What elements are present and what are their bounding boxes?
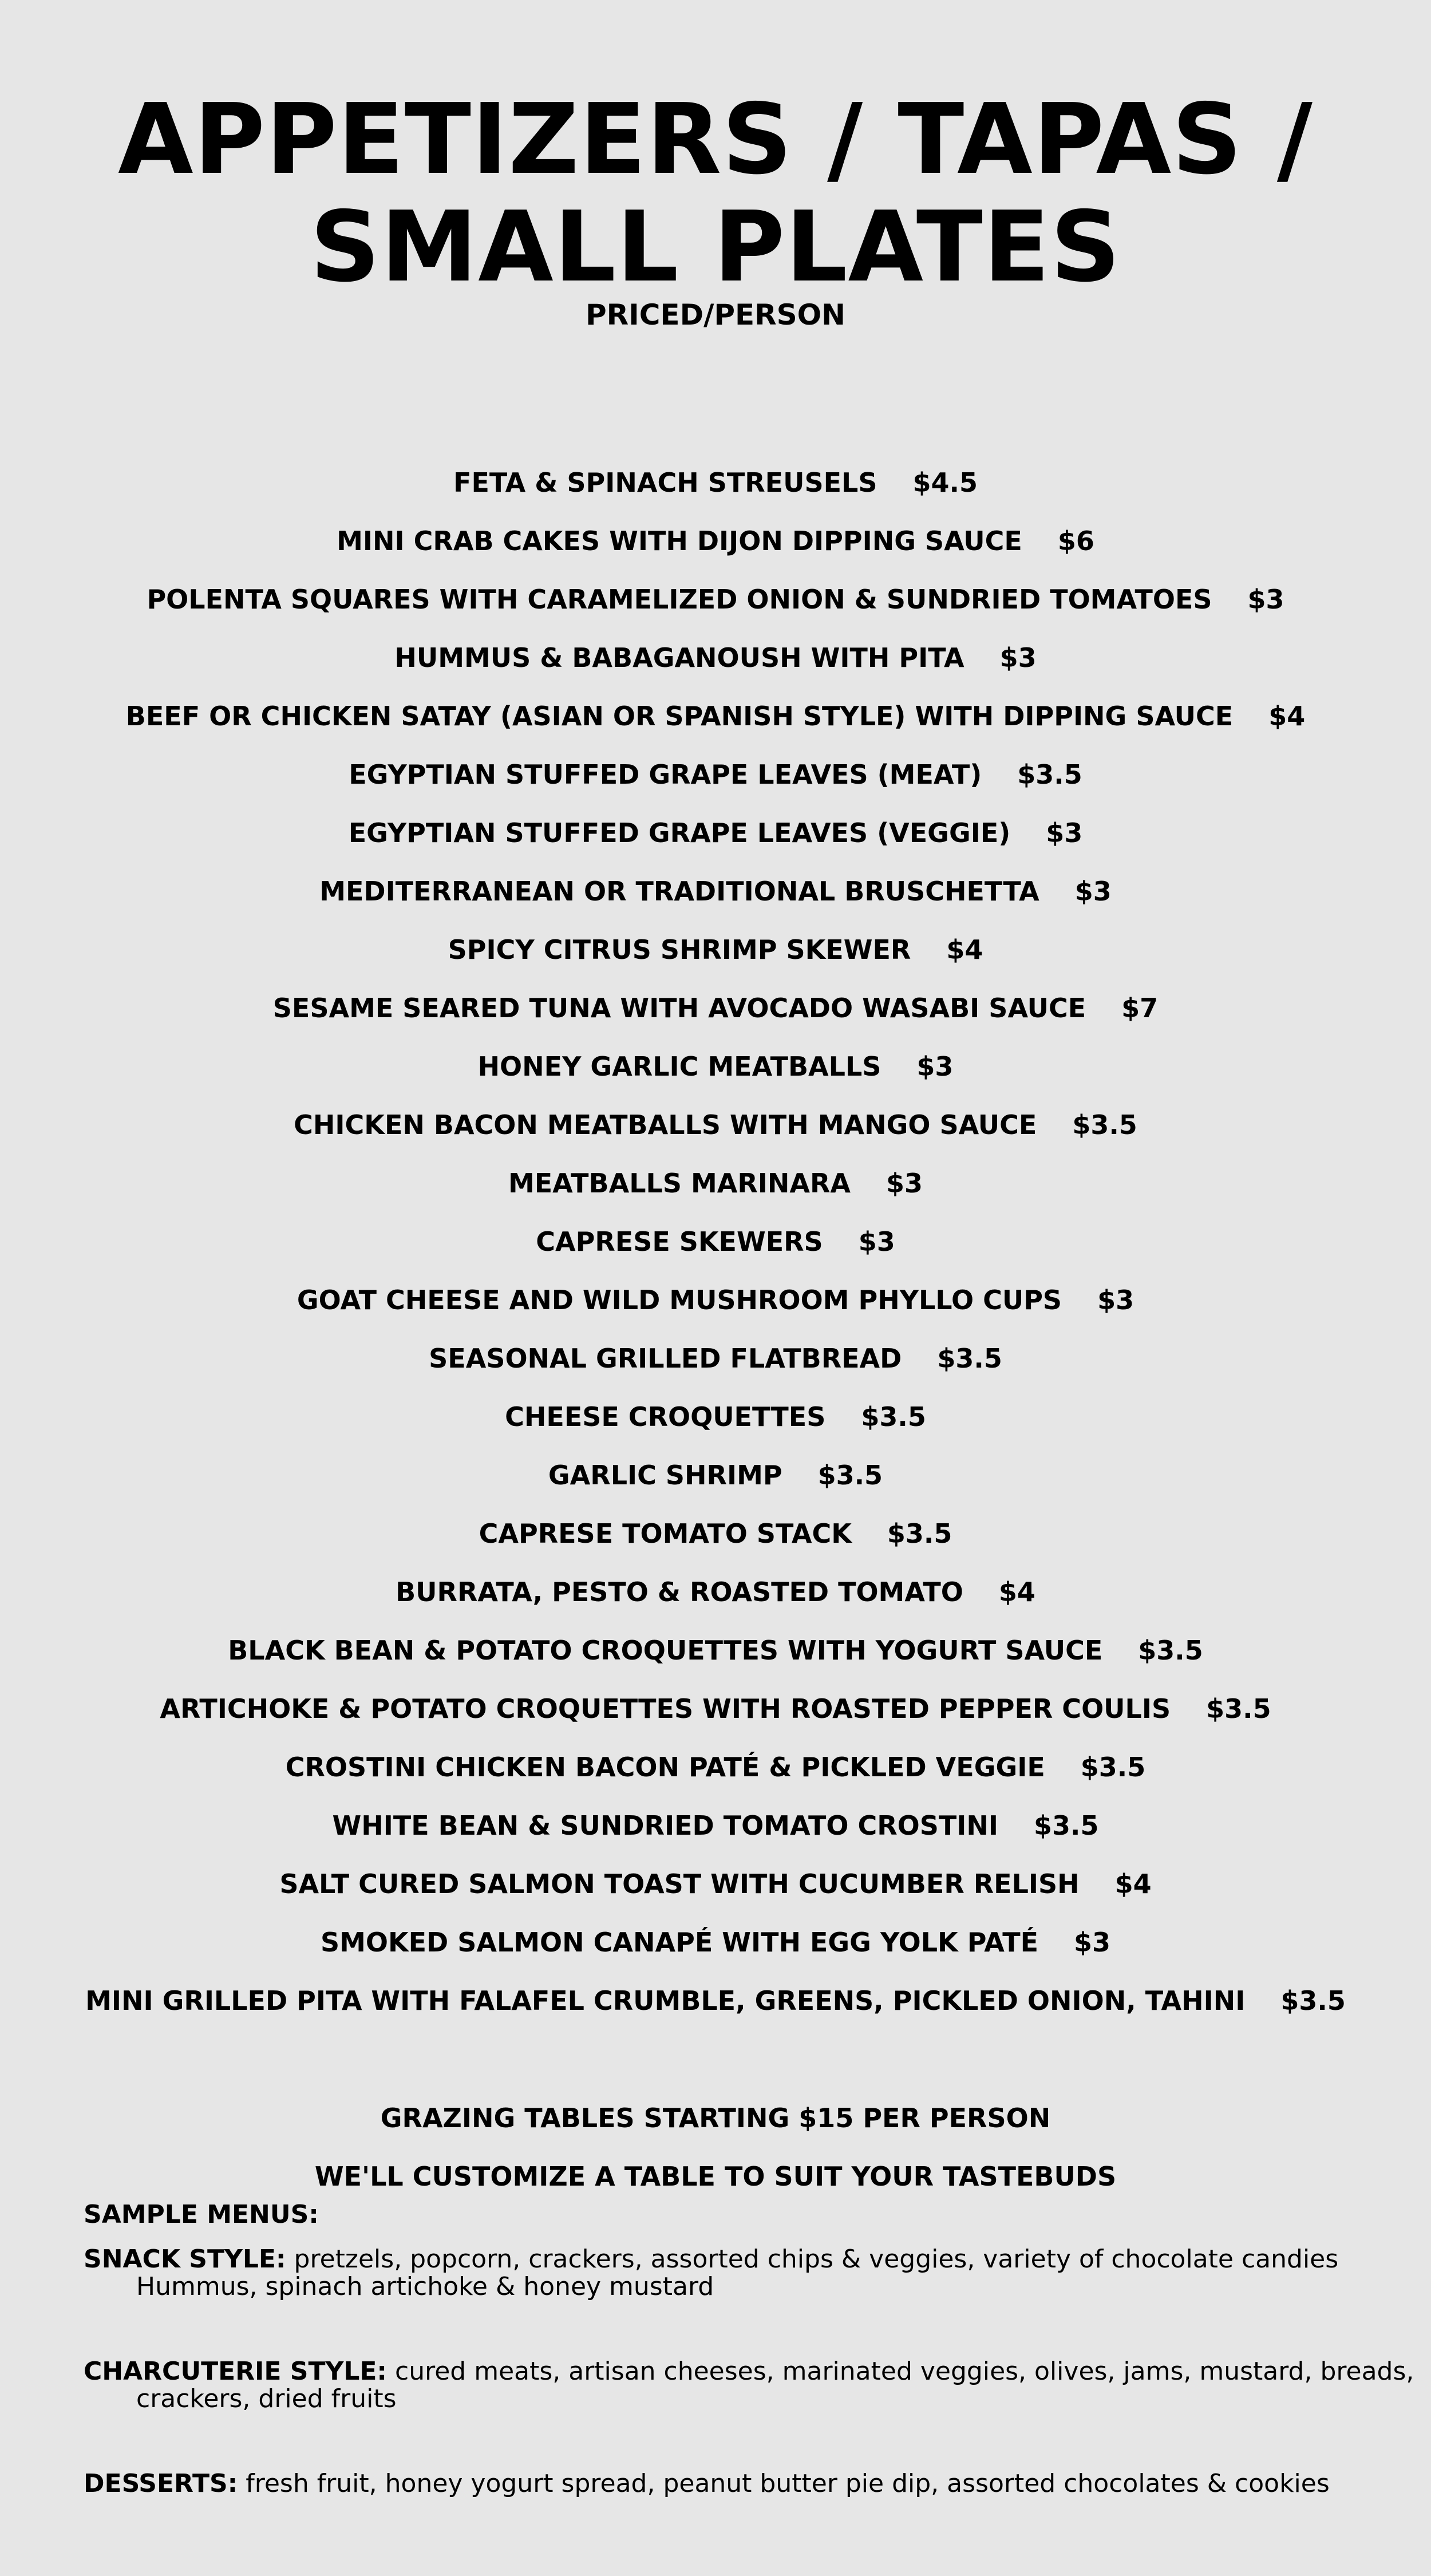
menu-item <box>0 1338 1431 1397</box>
menu-item-price: $3 <box>1046 817 1083 848</box>
menu-item-name: CHICKEN BACON MEATBALLS WITH MANGO SAUCE <box>294 1109 1037 1140</box>
menu-item-name: CAPRESE TOMATO STACK <box>479 1518 852 1549</box>
menu-item-price: $3.5 <box>1206 1693 1271 1724</box>
menu-item-price: $3.5 <box>1034 1810 1099 1841</box>
desserts-items: fresh fruit, honey yogurt spread, peanut butter pie dip, assorted chocolates & cookies <box>238 2469 1330 2498</box>
menu-item <box>0 1864 1431 1922</box>
menu-item-name: SPICY CITRUS SHRIMP SKEWER <box>448 934 911 965</box>
menu-item-name: HUMMUS & BABAGANOUSH WITH PITA <box>394 642 964 673</box>
menu-item <box>0 871 1431 930</box>
menu-item <box>0 930 1431 988</box>
menu-item-name: BEEF OR CHICKEN SATAY (ASIAN OR SPANISH STYLE) WITH DIPPING SAUCE <box>125 701 1234 732</box>
menu-item-name: EGYPTIAN STUFFED GRAPE LEAVES (VEGGIE) <box>348 817 1011 848</box>
menu-items-list <box>0 463 1431 2039</box>
page-title-line-1: APPETIZERS / TAPAS / <box>118 83 1313 196</box>
menu-item-name: MINI CRAB CAKES WITH DIJON DIPPING SAUCE <box>337 526 1022 556</box>
page-title-line-2: SMALL PLATES <box>310 191 1121 304</box>
snack-style-items-continued: Hummus, spinach artichoke & honey mustard <box>136 2272 714 2301</box>
menu-item-price: $3 <box>1247 584 1284 615</box>
menu-item <box>0 1046 1431 1105</box>
charcuterie-style-label: CHARCUTERIE STYLE: <box>84 2357 388 2386</box>
page-subtitle: PRICED/PERSON <box>585 298 846 331</box>
menu-item-price: $3 <box>999 642 1037 673</box>
menu-item <box>0 813 1431 871</box>
menu-item <box>0 1514 1431 1572</box>
grazing-tables-price: GRAZING TABLES STARTING $15 PER PERSON <box>380 2103 1051 2134</box>
menu-item <box>0 1689 1431 1747</box>
menu-item-price: $6 <box>1057 526 1094 556</box>
sample-menus-section <box>84 2200 1414 2555</box>
menu-item-name: WHITE BEAN & SUNDRIED TOMATO CROSTINI <box>332 1810 999 1841</box>
menu-item-price: $3 <box>1097 1285 1134 1315</box>
menu-item-name: GOAT CHEESE AND WILD MUSHROOM PHYLLO CUPS <box>297 1285 1062 1315</box>
menu-item-name: SEASONAL GRILLED FLATBREAD <box>429 1343 902 1374</box>
menu-item <box>0 1455 1431 1514</box>
menu-item-name: SESAME SEARED TUNA WITH AVOCADO WASABI SAUCE <box>272 993 1086 1024</box>
menu-item <box>0 1105 1431 1163</box>
menu-item <box>0 696 1431 754</box>
menu-item-name: CAPRESE SKEWERS <box>536 1226 823 1257</box>
menu-item <box>0 1280 1431 1338</box>
menu-item-name: SALT CURED SALMON TOAST WITH CUCUMBER RELISH <box>279 1868 1080 1899</box>
menu-item <box>0 988 1431 1046</box>
menu-item <box>0 579 1431 638</box>
menu-item-price: $3.5 <box>1138 1635 1203 1666</box>
menu-item-price: $3 <box>916 1051 954 1082</box>
menu-item <box>0 1747 1431 1805</box>
menu-item-price: $3 <box>886 1168 923 1199</box>
snack-style-menu <box>84 2246 1371 2301</box>
menu-item <box>0 1397 1431 1455</box>
menu-item <box>0 1630 1431 1689</box>
menu-item-price: $4 <box>1268 701 1306 732</box>
charcuterie-style-menu <box>84 2357 1414 2413</box>
menu-item-price: $3.5 <box>817 1460 883 1491</box>
menu-item-name: HONEY GARLIC MEATBALLS <box>477 1051 881 1082</box>
menu-item-name: MINI GRILLED PITA WITH FALAFEL CRUMBLE, GREENS, PICKLED ONION, TAHINI <box>85 1985 1246 2016</box>
menu-item-price: $3.5 <box>1280 1985 1346 2016</box>
menu-item <box>0 1981 1431 2039</box>
menu-item-name: CHEESE CROQUETTES <box>505 1401 826 1432</box>
menu-item-name: FETA & SPINACH STREUSELS <box>453 467 877 498</box>
menu-item-price: $3.5 <box>1017 759 1082 790</box>
menu-item-name: EGYPTIAN STUFFED GRAPE LEAVES (MEAT) <box>349 759 982 790</box>
desserts-menu <box>84 2470 1371 2498</box>
desserts-label: DESSERTS: <box>84 2469 238 2498</box>
menu-item <box>0 1805 1431 1864</box>
menu-item-price: $7 <box>1121 993 1159 1024</box>
menu-item-price: $3.5 <box>861 1401 926 1432</box>
grazing-tables-note: WE'LL CUSTOMIZE A TABLE TO SUIT YOUR TASTEBUDS <box>314 2161 1117 2192</box>
menu-item-price: $3 <box>858 1226 895 1257</box>
menu-item-name: BLACK BEAN & POTATO CROQUETTES WITH YOGURT SAUCE <box>228 1635 1103 1666</box>
charcuterie-style-items-continued: crackers, dried fruits <box>136 2384 397 2413</box>
menu-item <box>0 754 1431 813</box>
menu-item-name: CROSTINI CHICKEN BACON PATÉ & PICKLED VEGGIE <box>285 1752 1045 1783</box>
menu-item-price: $3.5 <box>1080 1752 1146 1783</box>
menu-item-price: $3.5 <box>887 1518 952 1549</box>
grazing-tables-section <box>0 2098 1431 2215</box>
menu-item-price: $4 <box>998 1577 1035 1607</box>
menu-item <box>0 638 1431 696</box>
menu-item-name: SMOKED SALMON CANAPÉ WITH EGG YOLK PATÉ <box>320 1927 1039 1958</box>
menu-item-name: MEATBALLS MARINARA <box>508 1168 851 1199</box>
snack-style-label: SNACK STYLE: <box>84 2245 286 2274</box>
snack-style-items: pretzels, popcorn, crackers, assorted chips & veggies, variety of chocolate candies <box>286 2245 1339 2274</box>
menu-item <box>0 463 1431 521</box>
menu-item-price: $4 <box>946 934 983 965</box>
menu-item-price: $4.5 <box>912 467 978 498</box>
menu-item-name: GARLIC SHRIMP <box>548 1460 782 1491</box>
menu-item <box>0 521 1431 579</box>
menu-item-price: $3.5 <box>937 1343 1002 1374</box>
menu-item-price: $3 <box>1074 876 1112 907</box>
menu-item-name: POLENTA SQUARES WITH CARAMELIZED ONION & SUNDRIED TOMATOES <box>147 584 1212 615</box>
menu-item <box>0 1163 1431 1222</box>
menu-item-name: MEDITERRANEAN OR TRADITIONAL BRUSCHETTA <box>319 876 1039 907</box>
menu-item-name: ARTICHOKE & POTATO CROQUETTES WITH ROASTED PEPPER COULIS <box>160 1693 1171 1724</box>
menu-item <box>0 1572 1431 1630</box>
menu-item-price: $3 <box>1074 1927 1111 1958</box>
charcuterie-style-items: cured meats, artisan cheeses, marinated veggies, olives, jams, mustard, breads, <box>387 2357 1414 2386</box>
menu-item-name: BURRATA, PESTO & ROASTED TOMATO <box>396 1577 963 1607</box>
menu-item-price: $4 <box>1114 1868 1152 1899</box>
menu-item <box>0 1922 1431 1981</box>
menu-item-price: $3.5 <box>1072 1109 1137 1140</box>
page-title <box>0 83 1431 304</box>
menu-item <box>0 1222 1431 1280</box>
sample-menus-title: SAMPLE MENUS: <box>84 2200 319 2229</box>
